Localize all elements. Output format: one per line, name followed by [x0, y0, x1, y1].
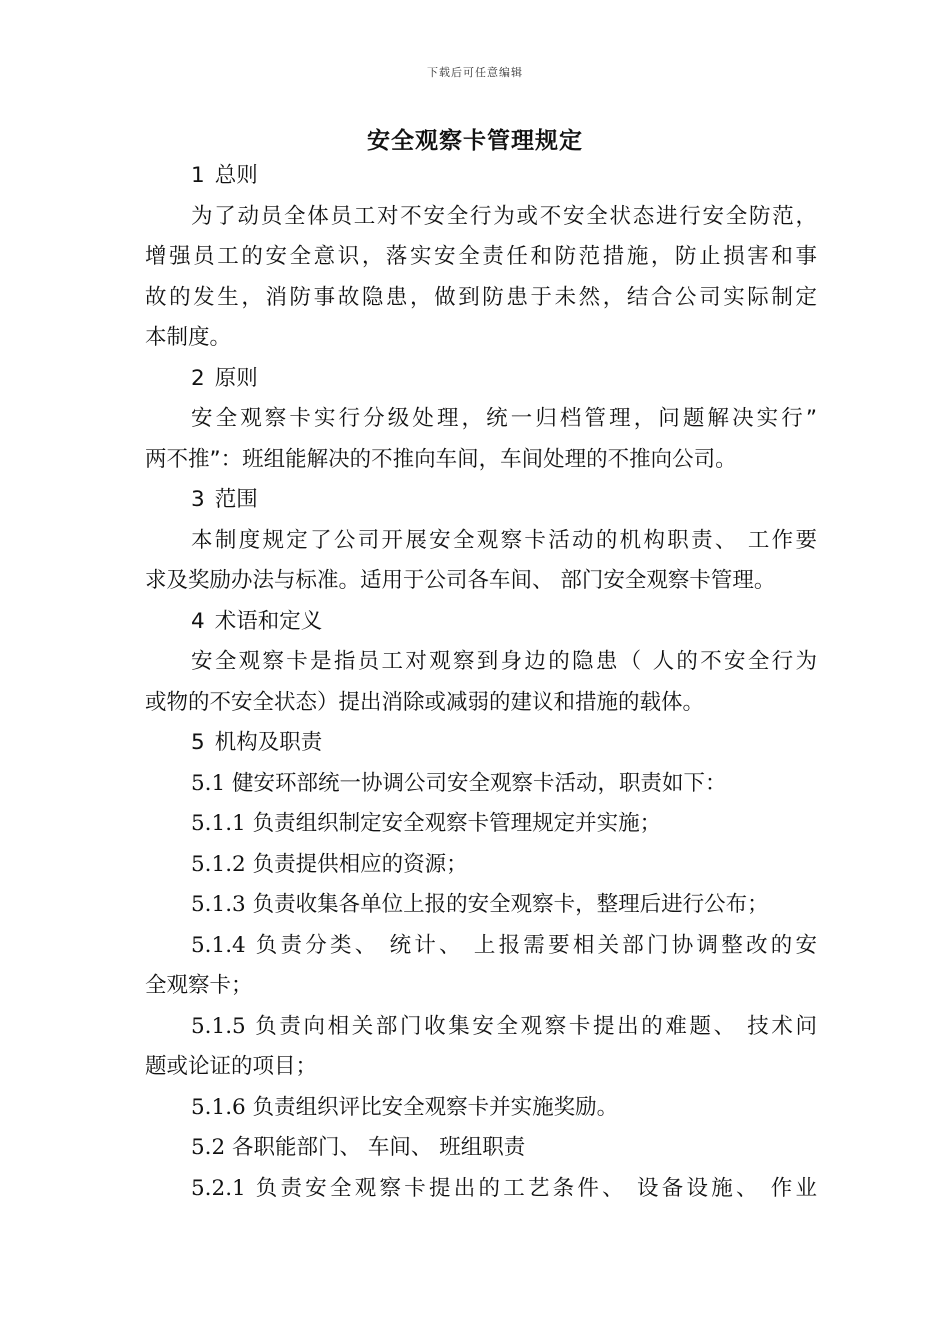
line-text: 负责提供相应的资源；: [252, 851, 468, 877]
paragraph-line: [145, 440, 817, 481]
document-body: [145, 156, 817, 1209]
line-text: 全观察卡；: [145, 973, 253, 998]
line-text: 负责组织评比安全观察卡并实施奖励。: [252, 1094, 619, 1120]
clause-number: 3: [191, 487, 205, 512]
clause-number: 5.1.5: [191, 1013, 246, 1039]
paragraph-line: [145, 197, 817, 238]
clause-number: 5.1.4: [191, 932, 246, 958]
line-text: 负责分类、 统计、 上报需要相关部门协调整改的安: [255, 932, 817, 958]
line-text: 故的发生，消防事故隐患，做到防患于未然，结合公司实际制定: [145, 284, 817, 310]
line-text: 为了动员全体员工对不安全行为或不安全状态进行安全防范，: [191, 203, 817, 229]
paragraph-line: [145, 764, 817, 805]
paragraph-line: [145, 966, 817, 1007]
line-text: 两不推”：班组能解决的不推向车间，车间处理的不推向公司。: [145, 446, 737, 472]
line-text: 健安环部统一协调公司安全观察卡活动，职责如下：: [232, 770, 727, 796]
line-text: 或物的不安全状态）提出消除或减弱的建议和措施的载体。: [145, 689, 705, 715]
clause-number: 5.1.3: [191, 892, 246, 917]
clause-number: 5.1.6: [191, 1094, 246, 1120]
paragraph-line: [145, 278, 817, 319]
paragraph-line: [145, 1047, 817, 1088]
line-text: 增强员工的安全意识，落实安全责任和防范措施，防止损害和事: [145, 244, 817, 269]
paragraph-line: [145, 642, 817, 683]
paragraph-line: [145, 926, 817, 967]
line-text: 各职能部门、 车间、 班组职责: [232, 1135, 526, 1160]
document-title: 安全观察卡管理规定: [367, 128, 583, 154]
line-text: 求及奖励办法与标准。适用于公司各车间、 部门安全观察卡管理。: [145, 568, 776, 593]
line-text: 负责收集各单位上报的安全观察卡，整理后进行公布；: [252, 892, 769, 917]
line-text: 负责组织制定安全观察卡管理规定并实施；: [252, 811, 662, 836]
clause-number: 5.2: [191, 1135, 226, 1160]
paragraph-line: [145, 521, 817, 562]
clause-number: 5.1.2: [191, 851, 246, 877]
line-text: 安全观察卡实行分级处理，统一归档管理，问题解决实行”: [191, 406, 817, 431]
paragraph-line: [145, 318, 817, 359]
paragraph-line: [145, 1088, 817, 1129]
paragraph-line: [145, 804, 817, 845]
paragraph-line: [145, 1128, 817, 1169]
section-heading: [145, 723, 817, 764]
clause-number: 5.1: [191, 770, 226, 796]
paragraph-line: [145, 683, 817, 724]
clause-number: 1: [191, 163, 205, 188]
section-heading: [145, 156, 817, 197]
section-heading: [145, 602, 817, 643]
heading-text: 机构及职责: [214, 730, 323, 755]
line-text: 本制度规定了公司开展安全观察卡活动的机构职责、 工作要: [191, 527, 817, 553]
line-text: 负责安全观察卡提出的工艺条件、 设备设施、 作业: [255, 1175, 817, 1201]
clause-number: 2: [191, 365, 205, 391]
paragraph-line: [145, 1007, 817, 1048]
line-text: 负责向相关部门收集安全观察卡提出的难题、 技术问: [255, 1013, 817, 1039]
line-text: 本制度。: [145, 325, 232, 350]
heading-text: 范围: [214, 487, 258, 512]
heading-text: 术语和定义: [214, 608, 323, 634]
paragraph-line: [145, 1169, 817, 1210]
section-heading: [145, 480, 817, 521]
clause-number: 5: [191, 730, 205, 755]
paragraph-line: [145, 399, 817, 440]
heading-text: 总则: [214, 163, 258, 188]
clause-number: 4: [191, 608, 205, 634]
paragraph-line: [145, 845, 817, 886]
heading-text: 原则: [214, 365, 258, 391]
section-heading: [145, 359, 817, 400]
clause-number: 5.2.1: [191, 1175, 246, 1201]
line-text: 题或论证的项目；: [145, 1054, 318, 1079]
paragraph-line: [145, 237, 817, 278]
line-text: 安全观察卡是指员工对观察到身边的隐患（ 人的不安全行为: [191, 649, 817, 674]
clause-number: 5.1.1: [191, 811, 246, 836]
header-note: 下载后可任意编辑: [427, 66, 523, 79]
paragraph-line: [145, 885, 817, 926]
paragraph-line: [145, 561, 817, 602]
